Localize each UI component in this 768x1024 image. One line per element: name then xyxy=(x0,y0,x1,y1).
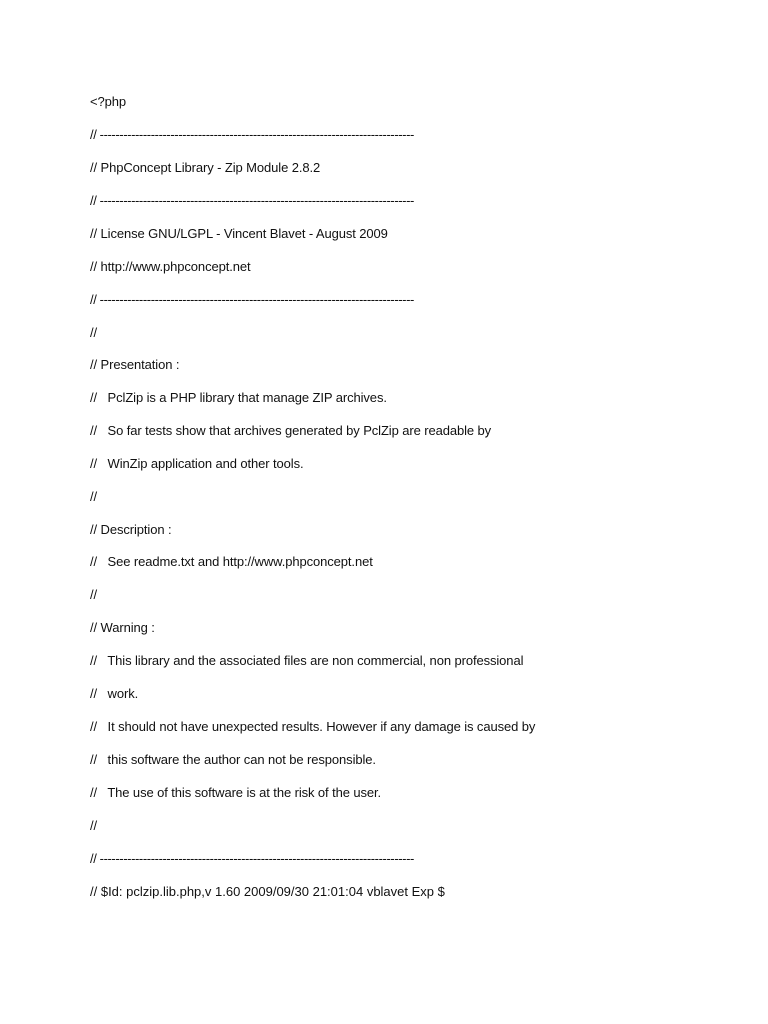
code-line-website: // http://www.phpconcept.net xyxy=(90,259,251,274)
code-line-empty-comment: // xyxy=(90,325,98,340)
code-line-warning-text: // work. xyxy=(90,686,139,701)
code-line-presentation-text: // PclZip is a PHP library that manage ZIP archives. xyxy=(90,390,387,405)
code-line-presentation-text: // WinZip application and other tools. xyxy=(90,456,304,471)
code-line-php-open: <?php xyxy=(90,94,127,109)
code-line-separator: // -------------------------------------------------------------------------------- xyxy=(90,193,414,208)
code-line-warning-text: // this software the author can not be responsible. xyxy=(90,752,376,767)
code-line-version-id: // $Id: pclzip.lib.php,v 1.60 2009/09/30 21:01:04 vblavet Exp $ xyxy=(90,884,445,899)
code-line-separator: // -------------------------------------------------------------------------------- xyxy=(90,127,414,142)
code-line-warning-text: // The use of this software is at the risk of the user. xyxy=(90,785,382,800)
code-line-warning-text: // It should not have unexpected results. However if any damage is caused by xyxy=(90,719,536,734)
code-line-presentation-text: // So far tests show that archives generated by PclZip are readable by xyxy=(90,423,492,438)
code-line-license: // License GNU/LGPL - Vincent Blavet - August 2009 xyxy=(90,226,388,241)
code-line-warning-text: // This library and the associated files are non commercial, non professional xyxy=(90,653,524,668)
code-line-empty-comment: // xyxy=(90,818,98,833)
code-line-library-title: // PhpConcept Library - Zip Module 2.8.2 xyxy=(90,160,321,175)
code-line-warning-heading: // Warning : xyxy=(90,620,155,635)
code-line-separator: // -------------------------------------------------------------------------------- xyxy=(90,851,414,866)
code-line-description-heading: // Description : xyxy=(90,522,172,537)
code-line-description-text: // See readme.txt and http://www.phpconcept.net xyxy=(90,554,373,569)
code-line-empty-comment: // xyxy=(90,489,98,504)
code-line-presentation-heading: // Presentation : xyxy=(90,357,180,372)
code-line-empty-comment: // xyxy=(90,587,98,602)
code-line-separator: // -------------------------------------------------------------------------------- xyxy=(90,292,414,307)
